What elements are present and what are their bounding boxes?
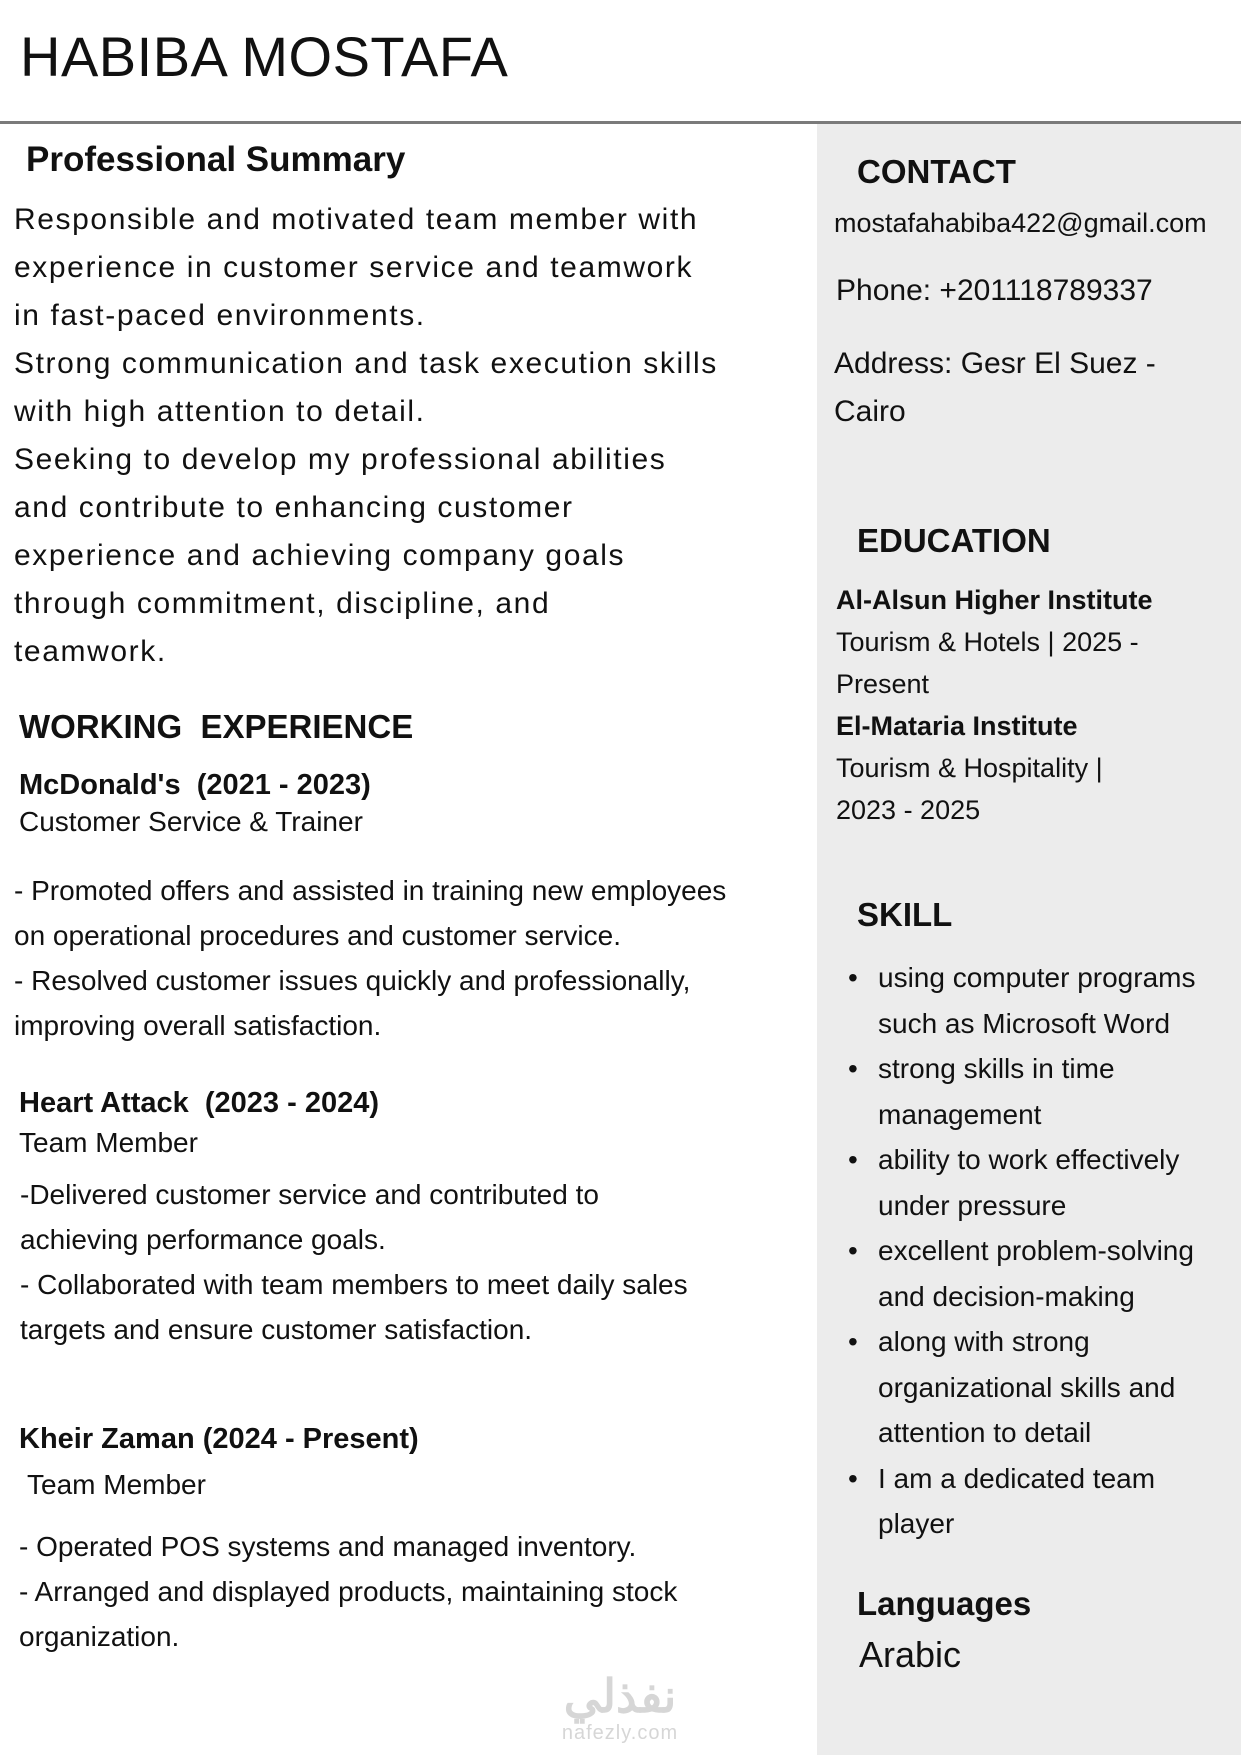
duty-line: - Promoted offers and assisted in training new employees [14, 875, 727, 906]
summary-line: Strong communication and task execution skills [14, 347, 718, 380]
skill-item [878, 1137, 1241, 1228]
duty-line: improving overall satisfaction. [14, 1010, 382, 1041]
skill-item [878, 1456, 1241, 1547]
summary-line: Seeking to develop my professional abilities [14, 443, 667, 476]
duty-line: on operational procedures and customer service. [14, 920, 622, 951]
education-detail: Present [836, 669, 930, 699]
summary-line: Responsible and motivated team member with [14, 203, 699, 236]
job-duties [19, 1524, 809, 1659]
contact-heading: CONTACT [857, 153, 1016, 190]
duty-line: - Arranged and displayed products, maintaining stock [19, 1576, 678, 1607]
duty-line: organization. [19, 1621, 180, 1652]
education-heading: EDUCATION [857, 522, 1051, 559]
duty-line: -Delivered customer service and contributed to [20, 1179, 599, 1210]
education-institution: El-Mataria Institute [836, 711, 1078, 741]
languages-heading: Languages [857, 1585, 1032, 1622]
watermark-logo [540, 1670, 700, 1744]
skill-line: • using computer programs [878, 962, 1196, 993]
skill-line: organizational skills and [878, 1371, 1176, 1403]
summary-line: through commitment, discipline, and [14, 587, 551, 620]
education-list [836, 579, 1226, 831]
summary-line: experience in customer service and teamwork [14, 251, 694, 284]
candidate-name: HABIBA MOSTAFA [20, 25, 509, 88]
job-title-mcdonalds: McDonald's (2021 - 2023) [19, 769, 371, 801]
skills-heading: SKILL [857, 896, 953, 933]
skill-line: • I am a dedicated team [878, 1462, 1156, 1494]
address-line: Address: Gesr El Suez - [834, 347, 1156, 380]
education-detail: 2023 - 2025 [836, 795, 981, 825]
education-detail: Tourism & Hotels | 2025 - [836, 627, 1139, 657]
summary-heading: Professional Summary [26, 140, 406, 179]
skill-line: • ability to work effectively [878, 1144, 1180, 1175]
skill-line: and decision-making [878, 1280, 1135, 1312]
skill-line: such as Microsoft Word [878, 1007, 1171, 1039]
contact-phone: Phone: +201118789337 [836, 274, 1153, 307]
skill-line: • excellent problem-solving [878, 1235, 1194, 1266]
duty-line: - Resolved customer issues quickly and professionally, [14, 965, 691, 996]
watermark-latin: nafezly.com [561, 1722, 679, 1744]
summary-line: teamwork. [14, 635, 167, 668]
education-institution: Al-Alsun Higher Institute [836, 585, 1153, 615]
skill-line: • strong skills in time [878, 1053, 1115, 1084]
job-role: Team Member [27, 1469, 206, 1500]
job-role: Customer Service & Trainer [19, 806, 363, 837]
duty-line: targets and ensure customer satisfaction. [20, 1314, 533, 1345]
duty-line: - Collaborated with team members to meet daily sales [20, 1269, 688, 1300]
skill-item [878, 1319, 1241, 1456]
duty-line: achieving performance goals. [20, 1224, 386, 1255]
duty-line: - Operated POS systems and managed inventory. [19, 1531, 637, 1562]
job-title-kheir-zaman: Kheir Zaman (2024 - Present) [19, 1423, 419, 1455]
skills-list [848, 955, 1241, 1547]
contact-address [834, 340, 1156, 436]
job-role: Team Member [19, 1127, 198, 1158]
summary-line: with high attention to detail. [14, 395, 426, 428]
skill-item [878, 1046, 1241, 1137]
language-item: Arabic [859, 1634, 962, 1675]
summary-line: and contribute to enhancing customer [14, 491, 574, 524]
job-title-heart-attack: Heart Attack (2023 - 2024) [19, 1087, 379, 1119]
skill-item [878, 1228, 1241, 1319]
contact-email: mostafahabiba422@gmail.com [834, 208, 1207, 238]
skill-line: under pressure [878, 1189, 1067, 1221]
watermark-arabic: نفذلي [563, 1670, 677, 1722]
job-duties [14, 868, 804, 1048]
skill-line: attention to detail [878, 1417, 1092, 1448]
summary-line: experience and achieving company goals [14, 539, 626, 572]
summary-text [14, 196, 804, 676]
skill-item [878, 955, 1241, 1046]
education-detail: Tourism & Hospitality | [836, 753, 1103, 783]
skill-line: player [878, 1508, 955, 1539]
job-duties [20, 1172, 810, 1352]
experience-heading: WORKING EXPERIENCE [19, 708, 414, 745]
skill-line: management [878, 1098, 1042, 1130]
address-line: Cairo [834, 395, 906, 428]
summary-line: in fast-paced environments. [14, 299, 426, 332]
skill-line: • along with strong [878, 1326, 1090, 1357]
